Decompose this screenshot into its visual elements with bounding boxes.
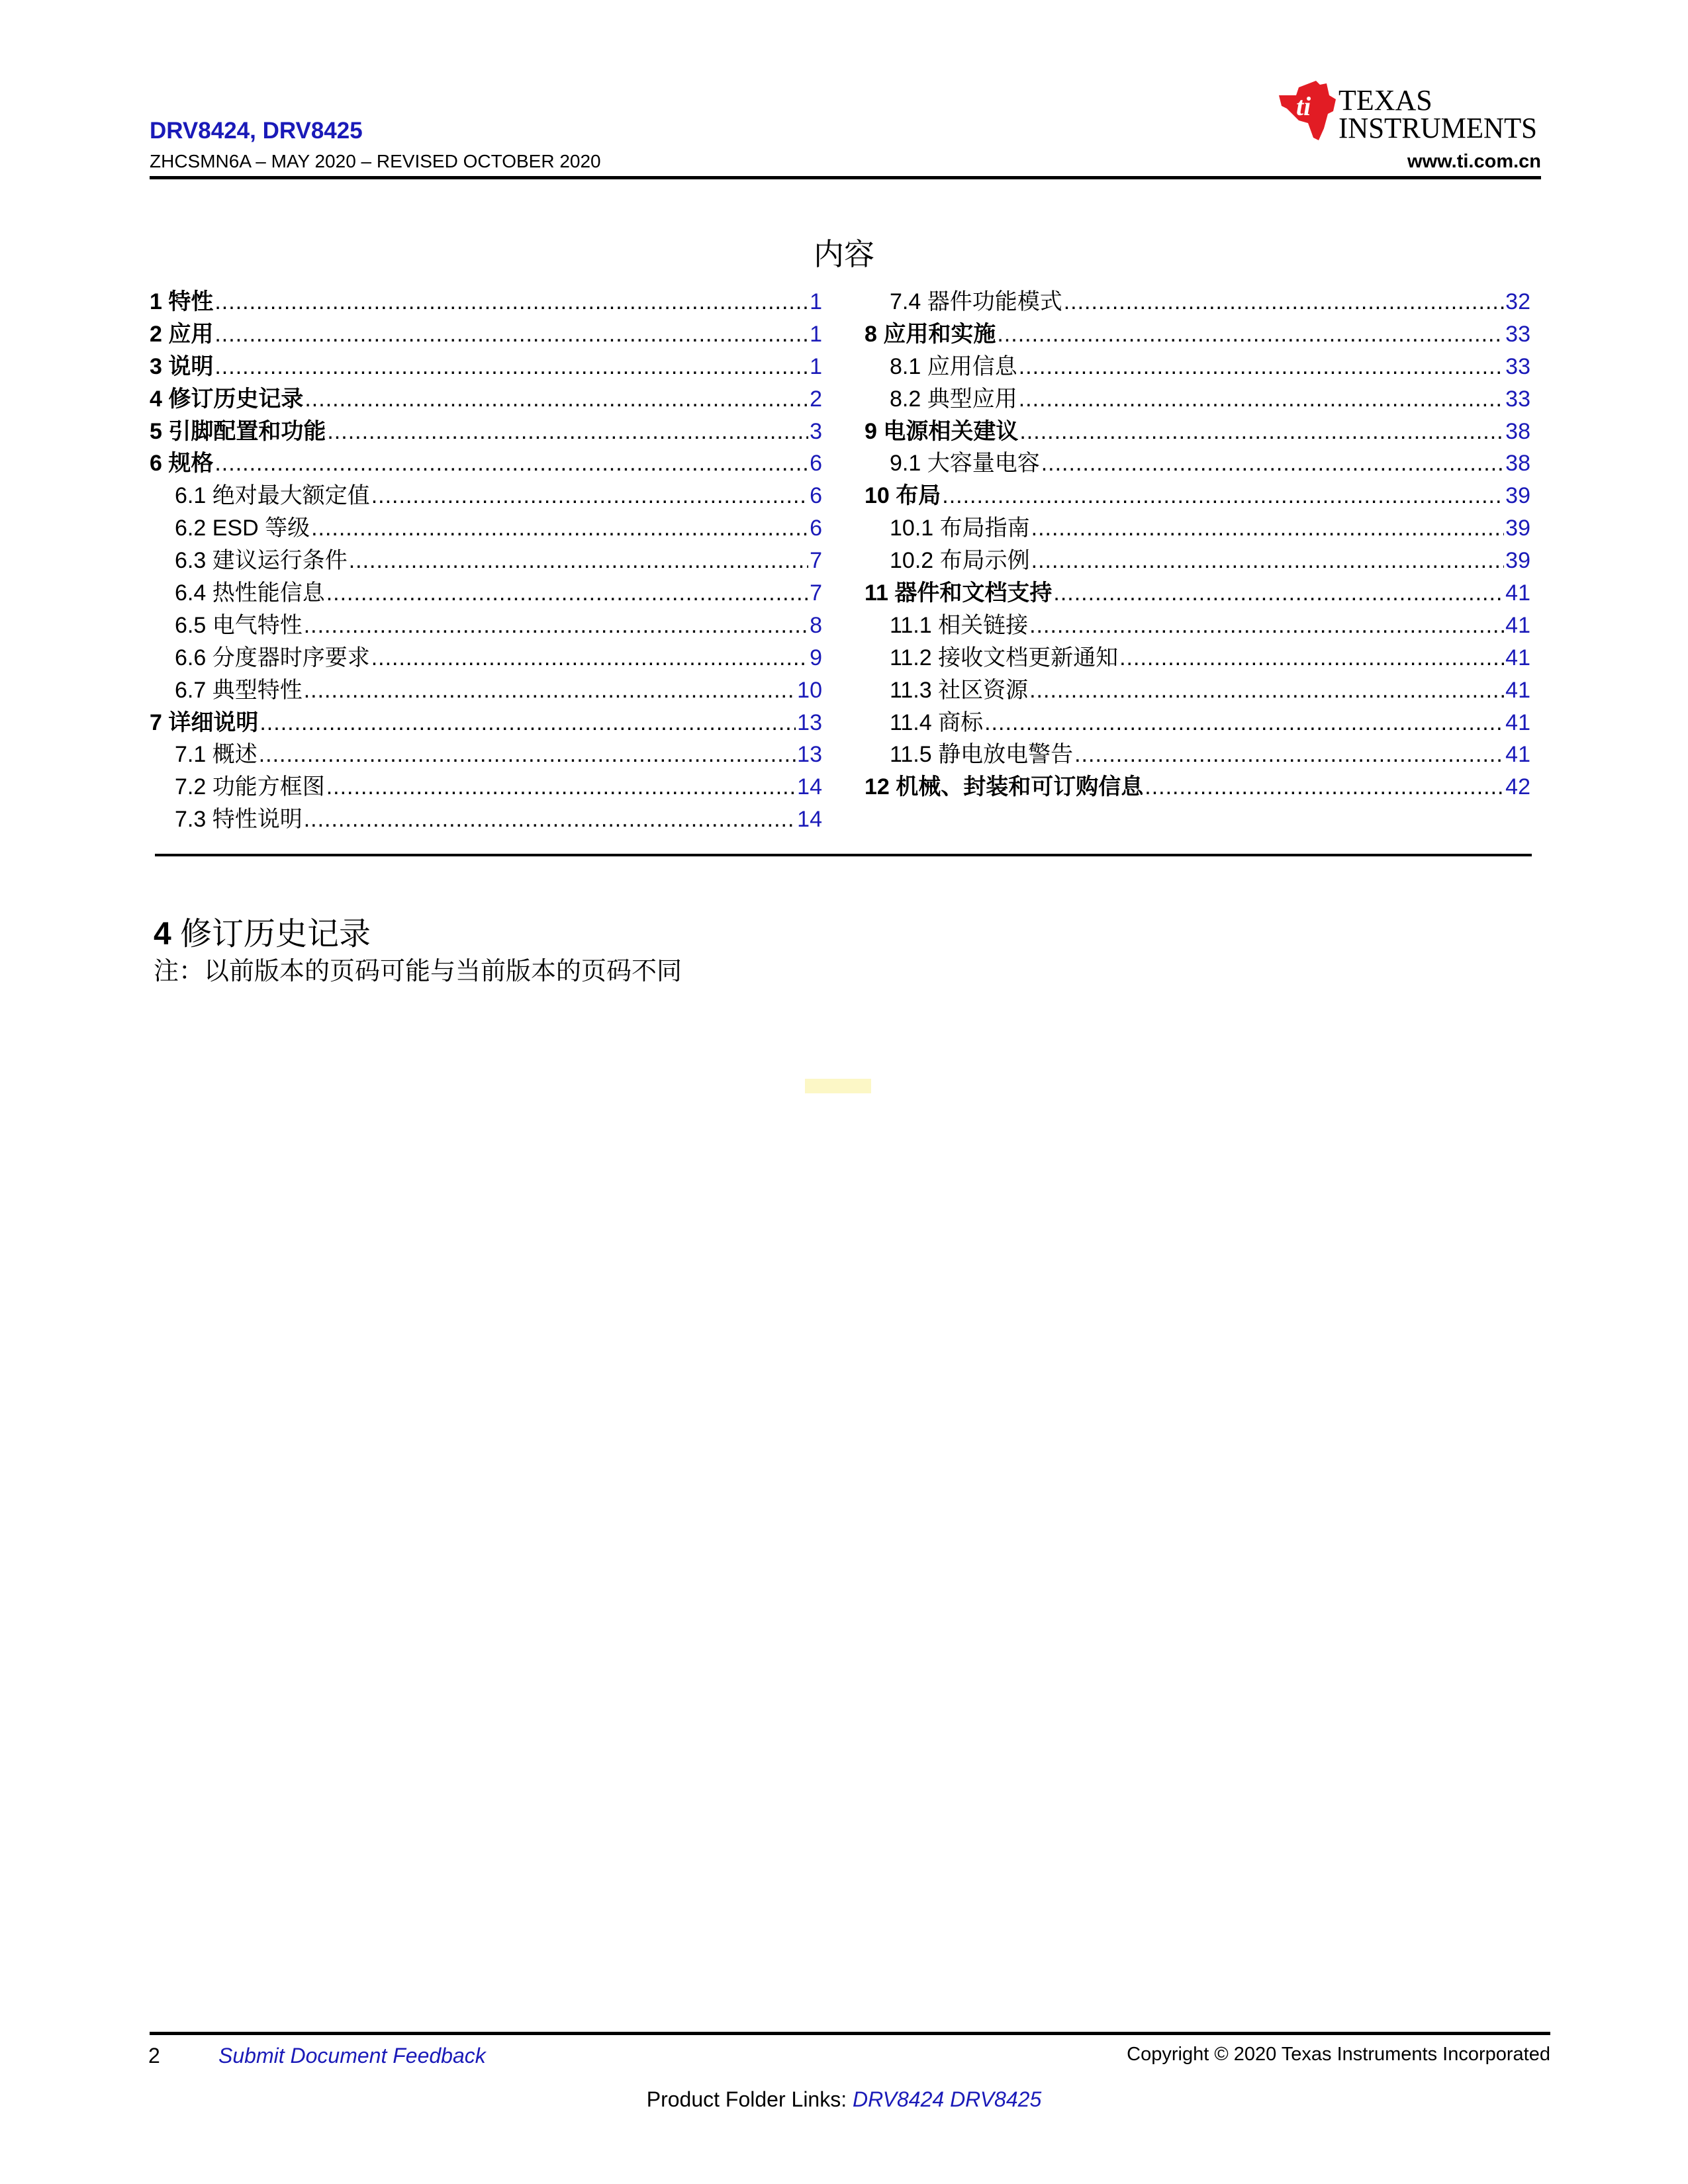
- toc-leader-dots: [349, 545, 808, 576]
- toc-divider: [155, 854, 1532, 856]
- toc-leader-dots: [311, 512, 808, 544]
- toc-entry-page-link[interactable]: 33: [1505, 353, 1530, 379]
- toc-leader-dots: [1029, 610, 1504, 641]
- brand-line2: INSTRUMENTS: [1338, 112, 1537, 143]
- toc-entry-label: 9 电源相关建议: [865, 418, 1019, 444]
- toc-entry[interactable]: [865, 545, 1530, 577]
- toc-entry[interactable]: [150, 351, 822, 383]
- toc-entry-label: 7.1 概述: [175, 742, 258, 768]
- toc-entry-label: 6.3 建议运行条件: [175, 548, 348, 574]
- toc-entry-label: 7.2 功能方框图: [175, 774, 325, 800]
- toc-leader-dots: [984, 707, 1504, 739]
- toc-entry-page-link[interactable]: 41: [1505, 742, 1530, 768]
- toc-entry[interactable]: [150, 512, 822, 545]
- toc-entry-page-link[interactable]: 9: [810, 645, 822, 670]
- toc-entry-label: 6.2 ESD 等级: [175, 516, 310, 541]
- toc-leader-dots: [1053, 577, 1504, 609]
- toc-entry-label: 8.1 应用信息: [890, 353, 1017, 379]
- toc-entry-label: 6.1 绝对最大额定值: [175, 483, 370, 509]
- toc-leader-dots: [1019, 383, 1504, 415]
- toc-leader-dots: [327, 416, 808, 447]
- toc-leader-dots: [326, 771, 796, 803]
- toc-entry[interactable]: [150, 707, 822, 739]
- toc-entry-page-link[interactable]: 1: [810, 321, 822, 347]
- toc-leader-dots: [214, 447, 808, 479]
- folder-link-drv8424[interactable]: DRV8424: [853, 2087, 945, 2111]
- toc-entry[interactable]: [865, 480, 1530, 512]
- toc-entry[interactable]: [865, 771, 1530, 803]
- toc-entry-label: 11 器件和文档支持: [865, 580, 1053, 606]
- toc-entry[interactable]: [865, 577, 1530, 610]
- toc-entry-label: 10 布局: [865, 483, 941, 509]
- ti-logo: [1270, 77, 1541, 143]
- toc-entry-label: 8 应用和实施: [865, 321, 996, 347]
- toc-entry-label: 11.2 接收文档更新通知: [890, 645, 1119, 670]
- toc-entry-label: 10.1 布局指南: [890, 516, 1030, 541]
- section-heading: [154, 908, 371, 954]
- document-title: DRV8424, DRV8425: [150, 118, 363, 144]
- folder-links-label: Product Folder Links:: [646, 2087, 847, 2111]
- toc-leader-dots: [326, 577, 808, 609]
- toc-leader-dots: [214, 286, 808, 318]
- svg-text:ti: ti: [1296, 91, 1311, 121]
- toc-entry[interactable]: [865, 674, 1530, 707]
- toc-leader-dots: [304, 610, 808, 641]
- toc-entry[interactable]: [865, 447, 1530, 480]
- toc-entry-page-link[interactable]: 39: [1505, 548, 1530, 574]
- section-title: 修订历史记录: [180, 917, 371, 952]
- toc-entry[interactable]: [865, 318, 1530, 351]
- toc-entry[interactable]: [150, 383, 822, 416]
- toc-entry[interactable]: [865, 351, 1530, 383]
- toc-entry-label: 11.5 静电放电警告: [890, 742, 1074, 768]
- ti-logo-icon: [1279, 81, 1336, 140]
- toc-leader-dots: [942, 480, 1504, 512]
- header-divider: [150, 176, 1541, 179]
- toc-entry-page-link[interactable]: 14: [797, 774, 822, 800]
- toc-entry[interactable]: [865, 739, 1530, 771]
- document-code: ZHCSMN6A – MAY 2020 – REVISED OCTOBER 2020: [150, 151, 601, 171]
- toc-entry-page-link[interactable]: 6: [810, 483, 822, 509]
- toc-entry-page-link[interactable]: 41: [1505, 580, 1530, 606]
- toc-entry-page-link[interactable]: 8: [810, 612, 822, 638]
- toc-leader-dots: [1145, 771, 1504, 803]
- toc-entry[interactable]: [150, 642, 822, 674]
- toc-entry[interactable]: [865, 642, 1530, 674]
- toc-entry[interactable]: [865, 512, 1530, 545]
- toc-entry[interactable]: [150, 610, 822, 642]
- toc-leader-dots: [259, 739, 796, 770]
- toc-leader-dots: [371, 480, 808, 512]
- toc-entry[interactable]: [150, 577, 822, 610]
- toc-entry-label: 11.3 社区资源: [890, 677, 1029, 703]
- toc-entry-page-link[interactable]: 2: [810, 386, 822, 412]
- toc-leader-dots: [1031, 545, 1505, 576]
- brand-line1: TEXAS: [1338, 84, 1432, 116]
- toc-leader-dots: [214, 351, 808, 383]
- website-link[interactable]: www.ti.com.cn: [1407, 151, 1541, 172]
- toc-entry[interactable]: [865, 383, 1530, 416]
- toc-title: 内容: [814, 236, 874, 272]
- toc-entry-page-link[interactable]: 32: [1505, 289, 1530, 314]
- toc-entry-label: 3 说明: [150, 353, 214, 379]
- toc-entry-page-link[interactable]: 6: [810, 516, 822, 541]
- toc-leader-dots: [304, 803, 796, 835]
- toc-entry[interactable]: [150, 416, 822, 448]
- toc-entry[interactable]: [865, 416, 1530, 448]
- toc-entry-page-link[interactable]: 13: [797, 742, 822, 768]
- toc-entry-page-link[interactable]: 1: [810, 289, 822, 314]
- toc-entry-label: 6.4 热性能信息: [175, 580, 325, 606]
- toc-entry-page-link[interactable]: 41: [1505, 645, 1530, 670]
- toc-leader-dots: [1074, 739, 1504, 770]
- toc-entry-label: 6.5 电气特性: [175, 612, 303, 638]
- toc-entry-label: 9.1 大容量电容: [890, 451, 1040, 477]
- toc-entry[interactable]: [150, 447, 822, 480]
- toc-entry-label: 11.4 商标: [890, 709, 984, 735]
- toc-entry-page-link[interactable]: 39: [1505, 483, 1530, 509]
- toc-entry-label: 6.6 分度器时序要求: [175, 645, 370, 670]
- toc-entry-label: 4 修订历史记录: [150, 386, 304, 412]
- toc-entry-label: 1 特性: [150, 289, 214, 314]
- toc-entry[interactable]: [150, 318, 822, 351]
- toc-entry-page-link[interactable]: 14: [797, 807, 822, 833]
- toc-entry[interactable]: [150, 545, 822, 577]
- toc-leader-dots: [259, 707, 796, 739]
- toc-entry-page-link[interactable]: 10: [797, 677, 822, 703]
- toc-leader-dots: [214, 318, 808, 350]
- toc-entry-page-link[interactable]: 13: [797, 709, 822, 735]
- toc-entry[interactable]: [865, 707, 1530, 739]
- toc-entry-label: 2 应用: [150, 321, 214, 347]
- folder-link-drv8425[interactable]: DRV8425: [950, 2087, 1042, 2111]
- page-number: 2: [148, 2044, 160, 2068]
- toc-entry[interactable]: [150, 771, 822, 803]
- toc-entry[interactable]: [865, 286, 1530, 318]
- section-number: 4: [154, 917, 171, 952]
- toc-leader-dots: [1031, 512, 1505, 544]
- toc-entry-page-link[interactable]: 1: [810, 353, 822, 379]
- toc-leader-dots: [304, 674, 796, 706]
- toc-entry-page-link[interactable]: 33: [1505, 386, 1530, 412]
- toc-entry-label: 10.2 布局示例: [890, 548, 1030, 574]
- toc-entry[interactable]: [150, 674, 822, 707]
- section-note: 注：以前版本的页码可能与当前版本的页码不同: [154, 956, 682, 985]
- submit-feedback-link[interactable]: Submit Document Feedback: [218, 2044, 486, 2068]
- toc-entry-page-link[interactable]: 7: [810, 548, 822, 574]
- toc-entry[interactable]: [150, 803, 822, 836]
- toc-entry-label: 8.2 典型应用: [890, 386, 1017, 412]
- watermark-stamp: [805, 1079, 871, 1093]
- toc-left-column: [150, 286, 822, 836]
- toc-leader-dots: [1019, 351, 1504, 383]
- footer-divider: [150, 2032, 1550, 2035]
- toc-entry-label: 12 机械、封装和可订购信息: [865, 774, 1144, 800]
- toc-entry-page-link[interactable]: 3: [810, 418, 822, 444]
- toc-leader-dots: [1029, 674, 1504, 706]
- toc-entry-page-link[interactable]: 6: [810, 451, 822, 477]
- toc-entry-label: 7 详细说明: [150, 709, 259, 735]
- toc-entry-page-link[interactable]: 39: [1505, 516, 1530, 541]
- toc-leader-dots: [1119, 642, 1504, 674]
- toc-entry-label: 7.4 器件功能模式: [890, 289, 1062, 314]
- toc-entry-page-link[interactable]: 33: [1505, 321, 1530, 347]
- toc-entry-label: 5 引脚配置和功能: [150, 418, 326, 444]
- toc-entry[interactable]: [865, 610, 1530, 642]
- toc-leader-dots: [1064, 286, 1504, 318]
- toc-entry-label: 7.3 特性说明: [175, 807, 303, 833]
- product-folder-links: [0, 2087, 1688, 2112]
- toc-entry-page-link[interactable]: 42: [1505, 774, 1530, 800]
- toc-entry-page-link[interactable]: 38: [1505, 451, 1530, 477]
- copyright-text: Copyright © 2020 Texas Instruments Incorporated: [1127, 2044, 1550, 2065]
- toc-entry-page-link[interactable]: 41: [1505, 612, 1530, 638]
- toc-entry-page-link[interactable]: 41: [1505, 677, 1530, 703]
- toc-entry-page-link[interactable]: 38: [1505, 418, 1530, 444]
- toc-leader-dots: [1019, 416, 1504, 447]
- toc-entry-label: 6 规格: [150, 451, 214, 477]
- toc-entry[interactable]: [150, 480, 822, 512]
- toc-leader-dots: [997, 318, 1504, 350]
- toc-leader-dots: [1041, 447, 1504, 479]
- toc-leader-dots: [371, 642, 808, 674]
- toc-entry[interactable]: [150, 739, 822, 771]
- toc-entry-page-link[interactable]: 7: [810, 580, 822, 606]
- toc-entry-page-link[interactable]: 41: [1505, 709, 1530, 735]
- toc-entry-label: 11.1 相关链接: [890, 612, 1029, 638]
- toc-right-column: [865, 286, 1530, 803]
- toc-entry-label: 6.7 典型特性: [175, 677, 303, 703]
- toc-leader-dots: [305, 383, 808, 415]
- toc-entry[interactable]: [150, 286, 822, 318]
